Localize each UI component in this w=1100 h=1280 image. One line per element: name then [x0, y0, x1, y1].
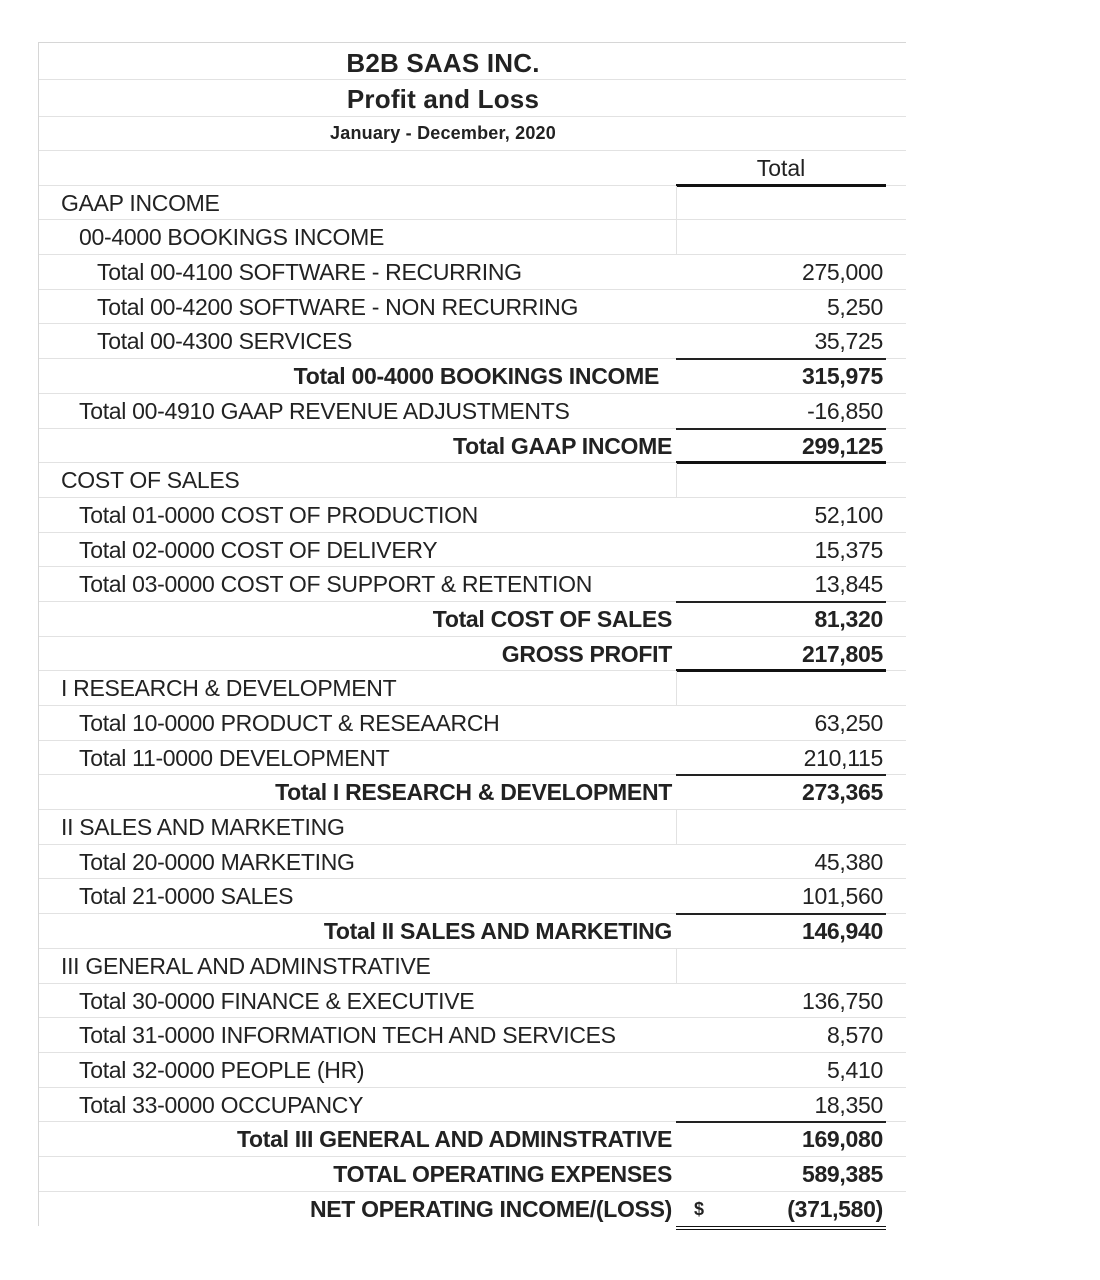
line-item-row	[39, 1018, 906, 1053]
section-row	[39, 949, 906, 984]
row-value: 136,750	[801, 987, 883, 1014]
gross-profit-row	[39, 637, 906, 672]
row-label: III GENERAL AND ADMINSTRATIVE	[61, 952, 431, 979]
row-value: 315,975	[801, 363, 883, 390]
row-label: 00-4000 BOOKINGS INCOME	[79, 224, 384, 251]
row-label: GROSS PROFIT	[501, 640, 672, 667]
row-label: Total I RESEARCH & DEVELOPMENT	[275, 779, 672, 806]
line-item-row	[39, 394, 906, 429]
profit-and-loss-sheet	[38, 42, 906, 1226]
line-item-row	[39, 533, 906, 568]
row-label: NET OPERATING INCOME/(LOSS)	[309, 1195, 672, 1222]
line-item-row	[39, 845, 906, 880]
report-period: January - December, 2020	[330, 123, 556, 143]
row-value: 273,365	[801, 779, 883, 806]
line-item-row	[39, 1053, 906, 1088]
subtotal-row	[39, 359, 906, 394]
row-value: 81,320	[814, 605, 883, 632]
row-label: Total 00-4100 SOFTWARE - RECURRING	[97, 259, 522, 286]
company-name-row	[39, 43, 906, 80]
company-name: B2B SAAS INC.	[346, 48, 540, 78]
line-item-row	[39, 706, 906, 741]
total-operating-expenses-row	[39, 1157, 906, 1192]
row-label: GAAP INCOME	[61, 189, 220, 216]
row-label: Total 32-0000 PEOPLE (HR)	[79, 1056, 365, 1083]
line-item-row	[39, 290, 906, 325]
row-value: 5,410	[826, 1056, 883, 1083]
line-item-row	[39, 567, 906, 602]
row-label: Total 31-0000 INFORMATION TECH AND SERVICES	[79, 1022, 616, 1049]
line-item-row	[39, 1088, 906, 1123]
subsection-row	[39, 220, 906, 255]
section-row	[39, 186, 906, 221]
row-value: 169,080	[801, 1126, 883, 1153]
section-row	[39, 810, 906, 845]
row-value: -16,850	[807, 397, 883, 424]
row-label: I RESEARCH & DEVELOPMENT	[61, 675, 397, 702]
line-item-row	[39, 984, 906, 1019]
row-label: Total 20-0000 MARKETING	[79, 848, 355, 875]
row-value: 146,940	[801, 918, 883, 945]
row-label: Total 00-4910 GAAP REVENUE ADJUSTMENTS	[79, 397, 570, 424]
row-label: Total 00-4200 SOFTWARE - NON RECURRING	[97, 293, 579, 320]
row-value: 35,725	[814, 328, 883, 355]
net-operating-income-row	[39, 1192, 906, 1227]
row-label: Total 11-0000 DEVELOPMENT	[79, 744, 390, 771]
row-value: 5,250	[826, 293, 883, 320]
line-item-row	[39, 324, 906, 359]
row-label: Total 30-0000 FINANCE & EXECUTIVE	[79, 987, 475, 1014]
row-label: Total 21-0000 SALES	[79, 883, 294, 910]
row-value: (371,580)	[787, 1195, 883, 1222]
row-label: II SALES AND MARKETING	[61, 814, 345, 841]
row-label: Total COST OF SALES	[432, 605, 672, 632]
row-label: Total 02-0000 COST OF DELIVERY	[79, 536, 438, 563]
row-value: 299,125	[801, 432, 883, 459]
row-value: 589,385	[801, 1160, 883, 1187]
row-value: 275,000	[801, 259, 883, 286]
row-value: 13,845	[814, 571, 883, 598]
line-item-row	[39, 741, 906, 776]
row-label: Total GAAP INCOME	[453, 432, 672, 459]
row-value: 45,380	[814, 848, 883, 875]
currency-symbol: $	[694, 1198, 705, 1219]
row-label: Total 33-0000 OCCUPANCY	[79, 1091, 364, 1118]
row-value: 8,570	[826, 1022, 883, 1049]
row-value: 210,115	[803, 744, 883, 771]
report-title-row	[39, 80, 906, 117]
total-row	[39, 429, 906, 464]
row-label: Total 03-0000 COST OF SUPPORT & RETENTION	[79, 571, 593, 598]
report-title: Profit and Loss	[346, 84, 540, 114]
line-item-row	[39, 879, 906, 914]
row-label: COST OF SALES	[61, 467, 240, 494]
row-label: Total 00-4300 SERVICES	[97, 328, 353, 355]
total-row	[39, 775, 906, 810]
total-row	[39, 1122, 906, 1157]
row-label: Total 01-0000 COST OF PRODUCTION	[79, 501, 478, 528]
row-value: 52,100	[814, 501, 883, 528]
line-item-row	[39, 255, 906, 290]
line-item-row	[39, 498, 906, 533]
report-period-row	[39, 117, 906, 151]
row-label: Total 00-4000 BOOKINGS INCOME	[293, 363, 659, 390]
column-header-total: Total	[756, 155, 806, 181]
row-value: 217,805	[801, 640, 883, 667]
row-value: 101,560	[801, 883, 883, 910]
row-value: 15,375	[814, 536, 883, 563]
column-header-row	[39, 151, 906, 186]
section-row	[39, 671, 906, 706]
total-row	[39, 914, 906, 949]
row-value: 18,350	[814, 1091, 883, 1118]
row-value: 63,250	[814, 710, 883, 736]
row-label: Total III GENERAL AND ADMINSTRATIVE	[236, 1126, 672, 1153]
row-label: Total II SALES AND MARKETING	[323, 918, 672, 945]
row-label: TOTAL OPERATING EXPENSES	[333, 1160, 672, 1187]
row-label: Total 10-0000 PRODUCT & RESEAARCH	[79, 710, 500, 736]
section-row	[39, 463, 906, 498]
net-total-double-rule	[676, 1226, 886, 1230]
total-row	[39, 602, 906, 637]
